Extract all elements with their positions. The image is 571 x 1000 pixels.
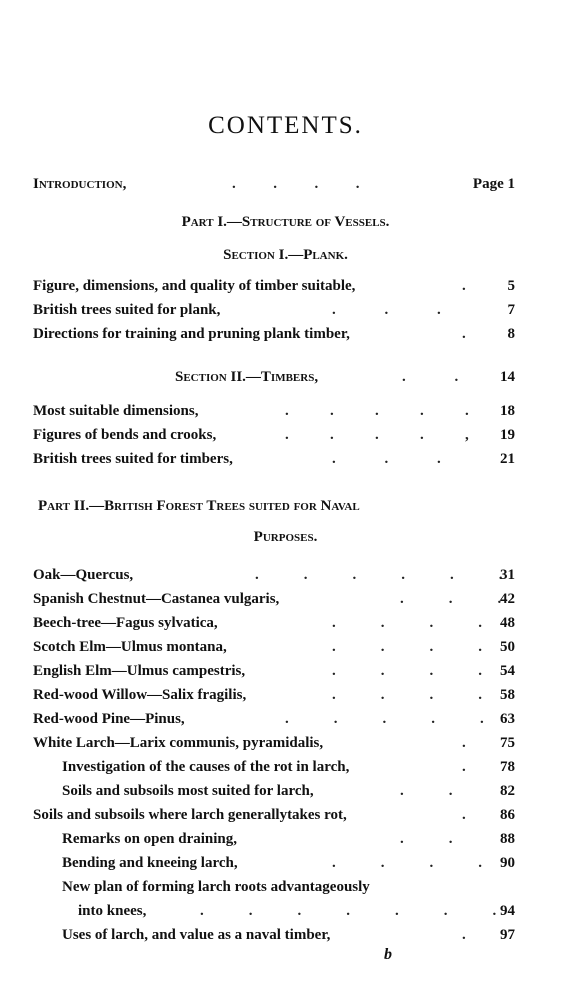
entry-page: 31: [500, 567, 515, 583]
toc-entry: [0, 807, 571, 831]
part-2-heading: Part II.—British Forest Trees suited for Naval: [38, 498, 360, 514]
toc-entry: [0, 326, 571, 350]
dot-leader: . . . .: [332, 615, 482, 631]
entry-label: Bending and kneeing larch,: [62, 855, 238, 871]
dot-leader: . . . . . .: [255, 567, 503, 583]
entry-label: Introduction,: [33, 176, 127, 192]
entry-page: 63: [500, 711, 515, 727]
entry-page: 82: [500, 783, 515, 799]
dot-leader: .: [462, 807, 466, 823]
toc-entry: [0, 759, 571, 783]
dot-leader: .: [462, 927, 466, 943]
dot-leader: .: [462, 278, 466, 294]
dot-leader: . .: [400, 831, 453, 847]
entry-label: British trees suited for timbers,: [33, 451, 233, 467]
entry-page: 42: [500, 591, 515, 607]
dot-leader: . . . .: [332, 687, 482, 703]
dot-leader: .: [462, 759, 466, 775]
toc-entry: [0, 735, 571, 759]
entry-label: Figure, dimensions, and quality of timber suitable,: [33, 278, 356, 294]
toc-entry: [0, 687, 571, 711]
entry-page: 21: [500, 451, 515, 467]
dot-leader: . . . . . . .: [200, 903, 497, 919]
entry-label: Most suitable dimensions,: [33, 403, 199, 419]
dot-leader: . . . .: [332, 639, 482, 655]
dot-leader: . . . . .: [285, 711, 484, 727]
entry-label: New plan of forming larch roots advantageously: [62, 879, 370, 895]
toc-entry: [0, 427, 571, 451]
entry-page: 50: [500, 639, 515, 655]
entry-page: 75: [500, 735, 515, 751]
toc-entry: [0, 403, 571, 427]
toc-entry: [0, 663, 571, 687]
entry-label: White Larch—Larix communis, pyramidalis,: [33, 735, 324, 751]
entry-label: Soils and subsoils most suited for larch,: [62, 783, 314, 799]
dot-leader: . . .: [400, 591, 502, 607]
entry-page: 8: [507, 326, 515, 342]
dot-leader: . . . . .: [285, 403, 469, 419]
section-1-heading: Section I.—Plank.: [223, 247, 348, 263]
toc-entry: [0, 783, 571, 807]
part-2-heading-continued: Purposes.: [253, 529, 318, 545]
entry-label: British trees suited for plank,: [33, 302, 221, 318]
toc-entry: [0, 278, 571, 302]
entry-label: Oak—Quercus,: [33, 567, 134, 583]
page-title: CONTENTS.: [208, 112, 363, 139]
entry-page: 19: [500, 427, 515, 443]
dot-leader: . . .: [332, 302, 441, 318]
part-1-heading: Part I.—Structure of Vessels.: [181, 214, 390, 230]
section-2-heading-row: [0, 369, 571, 393]
entry-label: Red-wood Pine—Pinus,: [33, 711, 185, 727]
dot-leader: . . . .: [332, 663, 482, 679]
dot-leader: . . .: [332, 451, 441, 467]
toc-entry: [0, 927, 571, 951]
dot-leader: . .: [402, 369, 459, 385]
entry-label: Spanish Chestnut—Castanea vulgaris,: [33, 591, 280, 607]
entry-label: Remarks on open draining,: [62, 831, 238, 847]
section-2-heading: Section II.—Timbers,: [175, 369, 319, 385]
entry-page: 7: [507, 302, 515, 318]
toc-entry: [0, 879, 571, 903]
entry-label: Scotch Elm—Ulmus montana,: [33, 639, 227, 655]
entry-label: into knees,: [78, 903, 147, 919]
toc-entry: [0, 451, 571, 475]
entry-page: 48: [500, 615, 515, 631]
entry-page: 78: [500, 759, 515, 775]
signature-mark: b: [384, 946, 392, 963]
toc-entry: [0, 831, 571, 855]
dot-leader: . . . . ,: [285, 427, 469, 443]
entry-page: 18: [500, 403, 515, 419]
toc-entry: [0, 302, 571, 326]
entry-page: Page 1: [472, 176, 515, 192]
entry-label: Investigation of the causes of the rot in larch,: [62, 759, 350, 775]
entry-page: 14: [500, 369, 515, 385]
entry-label: English Elm—Ulmus campestris,: [33, 663, 246, 679]
dot-leader: . . . .: [332, 855, 482, 871]
dot-leader: .: [462, 326, 466, 342]
dot-leader: . .: [400, 783, 453, 799]
toc-entry: [0, 591, 571, 615]
entry-label: Directions for training and pruning plank timber,: [33, 326, 350, 342]
toc-entry-introduction: [0, 176, 571, 200]
dot-leader: .: [462, 735, 466, 751]
entry-page: 58: [500, 687, 515, 703]
entry-page: 90: [500, 855, 515, 871]
toc-entry: [0, 615, 571, 639]
entry-label: Uses of larch, and value as a naval timber,: [62, 927, 331, 943]
entry-page: 88: [500, 831, 515, 847]
toc-entry: [0, 639, 571, 663]
toc-entry: [0, 567, 571, 591]
entry-label: Beech-tree—Fagus sylvatica,: [33, 615, 218, 631]
entry-label: Soils and subsoils where larch generallytakes rot,: [33, 807, 347, 823]
entry-page: 86: [500, 807, 515, 823]
entry-label: Red-wood Willow—Salix fragilis,: [33, 687, 247, 703]
toc-entry: [0, 903, 571, 927]
entry-page: 54: [500, 663, 515, 679]
toc-entry: [0, 711, 571, 735]
entry-page: 97: [500, 927, 515, 943]
entry-page: 94: [500, 903, 515, 919]
dot-leader: . . . .: [232, 176, 360, 192]
toc-entry: [0, 855, 571, 879]
entry-page: 5: [507, 278, 515, 294]
entry-label: Figures of bends and crooks,: [33, 427, 217, 443]
